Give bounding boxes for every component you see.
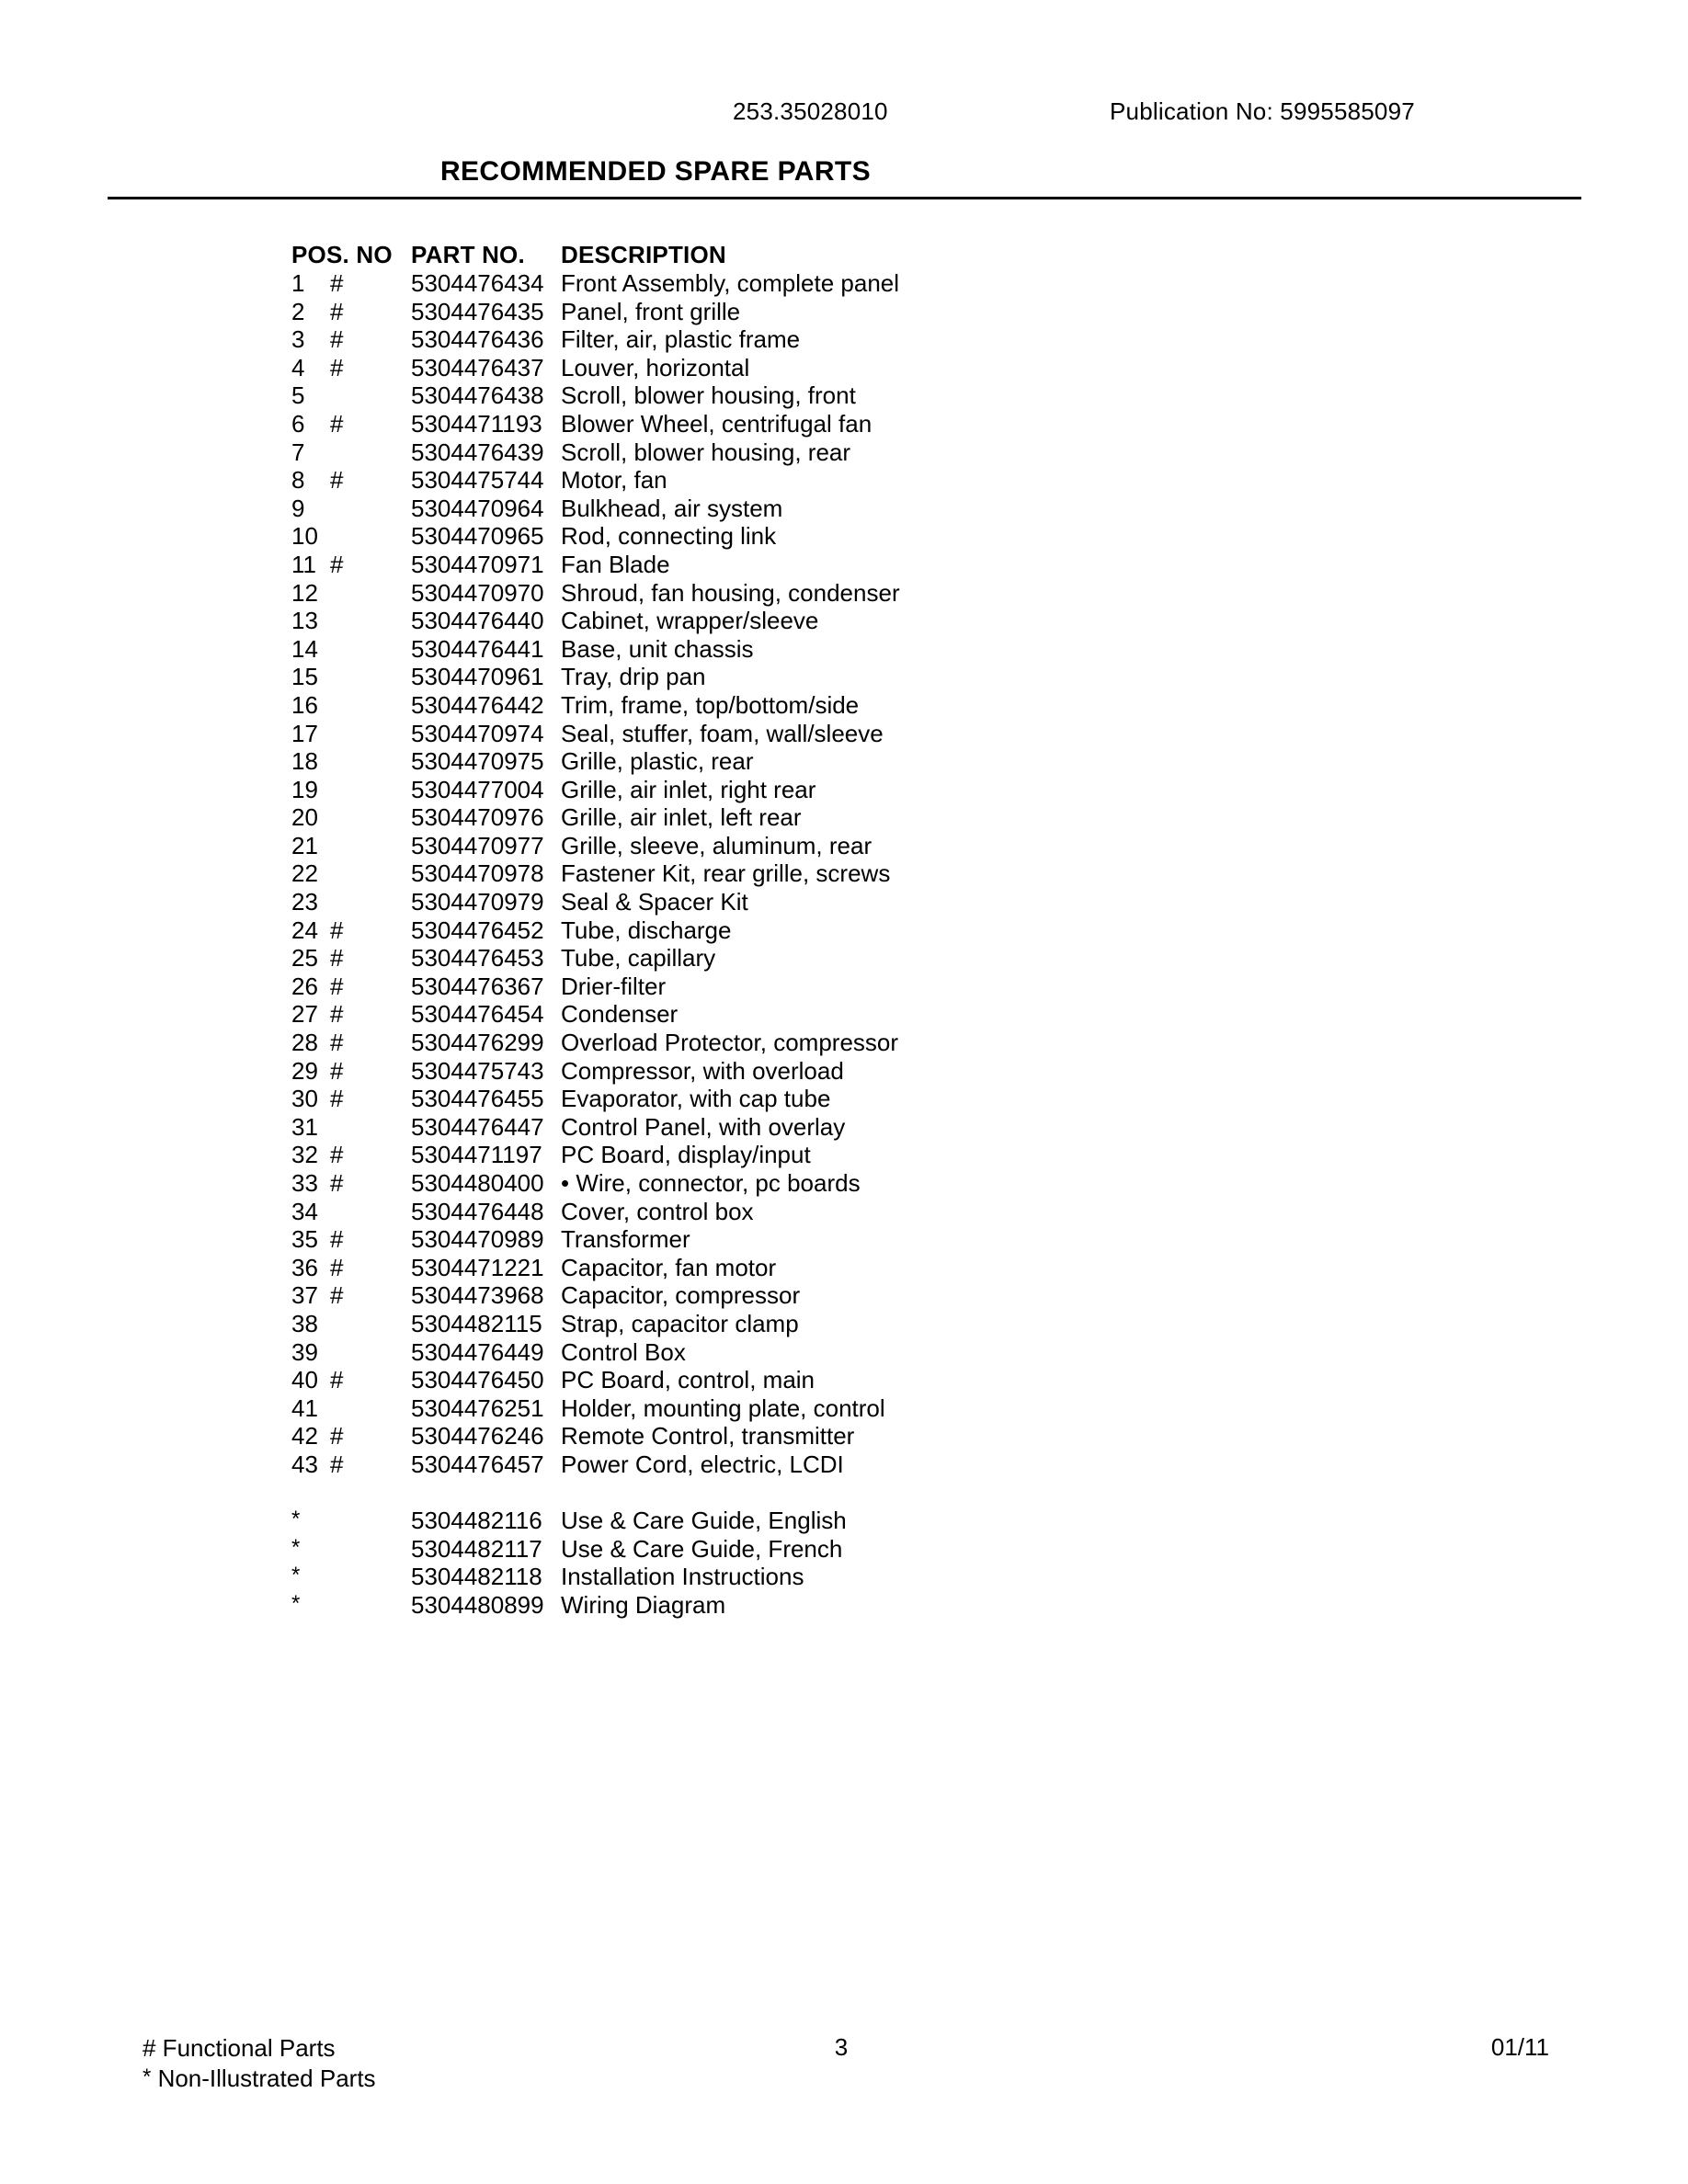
page-header — [108, 97, 1581, 134]
publication-number: Publication No: 5995585097 — [1110, 97, 1415, 125]
cell-position — [291, 269, 400, 298]
position-number: 20 — [291, 803, 318, 832]
cell-description: Front Assembly, complete panel — [561, 269, 900, 297]
legend-non-illustrated-text: Non-Illustrated Parts — [151, 2065, 376, 2092]
cell-part-number: 5304480400 — [411, 1169, 544, 1197]
position-number: 40 — [291, 1366, 318, 1394]
cell-position — [291, 522, 400, 551]
cell-description: Overload Protector, compressor — [561, 1029, 899, 1057]
cell-position — [291, 325, 400, 354]
table-row — [291, 635, 1395, 664]
cell-part-number: 5304476438 — [411, 381, 544, 410]
cell-part-number: 5304476448 — [411, 1197, 544, 1225]
cell-part-number: 5304476442 — [411, 690, 544, 719]
cell-description: Seal, stuffer, foam, wall/sleeve — [561, 719, 884, 747]
table-row — [291, 691, 1395, 720]
position-number: 31 — [291, 1112, 318, 1141]
position-number: 34 — [291, 1197, 318, 1225]
cell-description: Tray, drip pan — [561, 663, 706, 691]
page-number: 3 — [834, 2033, 849, 2061]
cell-part-number: 5304476455 — [411, 1085, 544, 1113]
position-number: 19 — [291, 775, 318, 803]
functional-part-marker: # — [330, 1450, 344, 1478]
cell-description: Fastener Kit, rear grille, screws — [561, 859, 891, 888]
table-row — [291, 803, 1395, 832]
cell-part-number: 5304475744 — [411, 466, 544, 495]
cell-description: Panel, front grille — [561, 297, 741, 325]
cell-part-number: 5304476447 — [411, 1112, 544, 1141]
cell-position — [291, 776, 400, 804]
table-row — [291, 973, 1395, 1001]
cell-description: Drier-filter — [561, 972, 667, 1000]
table-row — [291, 1085, 1395, 1113]
position-number: 2 — [291, 297, 305, 325]
cell-description: Bulkhead, air system — [561, 494, 783, 522]
cell-position — [291, 466, 400, 495]
cell-part-number: 5304476439 — [411, 438, 544, 466]
cell-description: Condenser — [561, 1000, 679, 1029]
non-illustrated-marker: * — [291, 1534, 301, 1560]
cell-part-number: 5304475743 — [411, 1056, 544, 1085]
cell-position — [291, 410, 400, 438]
position-number: 43 — [291, 1450, 318, 1478]
cell-description: Scroll, blower housing, front — [561, 381, 856, 410]
column-header-pos: POS. NO — [291, 241, 393, 268]
cell-part-number: 5304476450 — [411, 1366, 544, 1394]
cell-part-number: 5304476299 — [411, 1029, 544, 1057]
table-row — [291, 1029, 1395, 1057]
table-row — [291, 269, 1395, 298]
table-row — [291, 1422, 1395, 1450]
cell-position — [291, 1225, 400, 1254]
table-row — [291, 1450, 1395, 1479]
cell-description: PC Board, control, main — [561, 1366, 815, 1394]
position-number: 6 — [291, 409, 305, 438]
position-number: 22 — [291, 859, 318, 888]
cell-description: Strap, capacitor clamp — [561, 1309, 799, 1337]
functional-part-marker: # — [330, 916, 344, 944]
table-row — [291, 522, 1395, 551]
parts-table — [291, 241, 1395, 1620]
functional-part-marker: # — [330, 1085, 344, 1113]
cell-description: Tube, discharge — [561, 916, 732, 944]
functional-part-marker: # — [330, 1281, 344, 1310]
column-header-part: PART NO. — [411, 241, 525, 268]
cell-description: PC Board, display/input — [561, 1141, 811, 1169]
cell-description: Use & Care Guide, French — [561, 1534, 843, 1563]
cell-part-number: 5304471221 — [411, 1253, 544, 1281]
functional-part-marker: # — [330, 1029, 344, 1057]
position-number: 28 — [291, 1029, 318, 1057]
table-row — [291, 298, 1395, 326]
cell-part-number: 5304482118 — [411, 1563, 542, 1591]
table-row — [291, 663, 1395, 691]
cell-position — [291, 1141, 400, 1169]
cell-description: Shroud, fan housing, condenser — [561, 578, 900, 607]
cell-part-number: 5304476246 — [411, 1422, 544, 1450]
cell-position — [291, 1254, 400, 1282]
cell-position — [291, 381, 400, 410]
cell-position — [291, 691, 400, 720]
position-number: 15 — [291, 663, 318, 691]
cell-description: Use & Care Guide, English — [561, 1507, 847, 1535]
table-row — [291, 495, 1395, 523]
cell-description: Grille, air inlet, left rear — [561, 803, 802, 832]
cell-description: Grille, sleeve, aluminum, rear — [561, 831, 873, 859]
position-number: 14 — [291, 634, 318, 663]
cell-description: Wiring Diagram — [561, 1590, 726, 1619]
functional-part-marker: # — [330, 1169, 344, 1197]
position-number: 26 — [291, 972, 318, 1000]
functional-part-marker: # — [330, 297, 344, 325]
cell-part-number: 5304476441 — [411, 634, 544, 663]
table-row — [291, 1113, 1395, 1142]
functional-part-marker: # — [330, 550, 344, 578]
cell-part-number: 5304470971 — [411, 550, 544, 578]
position-number: 41 — [291, 1393, 318, 1422]
cell-position — [291, 1591, 400, 1621]
table-row — [291, 1366, 1395, 1394]
non-illustrated-marker: * — [291, 1563, 301, 1588]
position-number: 11 — [291, 550, 316, 578]
table-row — [291, 1563, 1395, 1591]
cell-part-number: 5304470961 — [411, 663, 544, 691]
cell-description: Trim, frame, top/bottom/side — [561, 690, 860, 719]
cell-description: Compressor, with overload — [561, 1056, 844, 1085]
position-number: 7 — [291, 438, 305, 466]
cell-position — [291, 1113, 400, 1142]
cell-part-number: 5304471193 — [411, 409, 542, 438]
position-number: 33 — [291, 1169, 318, 1197]
table-row — [291, 747, 1395, 776]
cell-description: Evaporator, with cap tube — [561, 1085, 831, 1113]
position-number: 32 — [291, 1141, 318, 1169]
table-row — [291, 720, 1395, 748]
non-illustrated-rows — [291, 1507, 1395, 1619]
cell-part-number: 5304476437 — [411, 353, 544, 381]
table-row — [291, 1281, 1395, 1310]
cell-part-number: 5304482115 — [411, 1309, 542, 1337]
position-number: 29 — [291, 1056, 318, 1085]
cell-description: Tube, capillary — [561, 944, 716, 973]
cell-position — [291, 1366, 400, 1394]
legend-functional: # Functional Parts — [143, 2034, 336, 2062]
parts-rows — [291, 269, 1395, 1479]
table-row — [291, 579, 1395, 608]
cell-description: Fan Blade — [561, 550, 670, 578]
functional-part-marker: # — [330, 1422, 344, 1450]
position-number: 38 — [291, 1309, 318, 1337]
cell-position — [291, 635, 400, 664]
table-row — [291, 466, 1395, 495]
functional-part-marker: # — [330, 1225, 344, 1254]
non-illustrated-marker: * — [291, 1507, 301, 1532]
page-footer — [143, 2033, 1549, 2116]
table-row — [291, 1057, 1395, 1086]
cell-position — [291, 579, 400, 608]
position-number: 39 — [291, 1337, 318, 1366]
table-row — [291, 1394, 1395, 1423]
cell-description: Power Cord, electric, LCDI — [561, 1450, 844, 1478]
position-number: 12 — [291, 578, 318, 607]
position-number: 5 — [291, 381, 305, 410]
table-row — [291, 1591, 1395, 1620]
cell-description: Capacitor, fan motor — [561, 1253, 777, 1281]
position-number: 23 — [291, 888, 318, 916]
cell-position — [291, 495, 400, 523]
position-number: 1 — [291, 269, 305, 297]
functional-part-marker: # — [330, 409, 344, 438]
cell-description: Filter, air, plastic frame — [561, 325, 801, 354]
cell-part-number: 5304476457 — [411, 1450, 544, 1478]
functional-part-marker: # — [330, 1141, 344, 1169]
cell-description: Grille, plastic, rear — [561, 747, 754, 776]
cell-position — [291, 1507, 400, 1537]
table-row — [291, 607, 1395, 635]
table-row — [291, 410, 1395, 438]
cell-position — [291, 438, 400, 467]
column-header-description: DESCRIPTION — [561, 241, 726, 268]
cell-part-number: 5304471197 — [411, 1141, 542, 1169]
cell-part-number: 5304476436 — [411, 325, 544, 354]
cell-description: Capacitor, compressor — [561, 1281, 801, 1310]
cell-position — [291, 1169, 400, 1198]
revision-date: 01/11 — [1490, 2033, 1549, 2061]
cell-part-number: 5304476367 — [411, 972, 544, 1000]
table-row — [291, 1198, 1395, 1226]
table-row — [291, 438, 1395, 467]
cell-position — [291, 551, 400, 579]
model-number: 253.35028010 — [733, 97, 888, 125]
functional-part-marker: # — [330, 1253, 344, 1281]
cell-part-number: 5304470979 — [411, 888, 544, 916]
cell-part-number: 5304470970 — [411, 578, 544, 607]
position-number: 24 — [291, 916, 318, 944]
position-number: 37 — [291, 1281, 318, 1310]
table-row — [291, 859, 1395, 888]
cell-description: Scroll, blower housing, rear — [561, 438, 851, 466]
section-spacer — [291, 1479, 1395, 1507]
functional-part-marker: # — [330, 972, 344, 1000]
table-row — [291, 1169, 1395, 1198]
cell-description: Cover, control box — [561, 1197, 754, 1225]
cell-part-number: 5304470977 — [411, 831, 544, 859]
cell-part-number: 5304470965 — [411, 522, 544, 551]
position-number: 21 — [291, 831, 318, 859]
cell-position — [291, 1029, 400, 1057]
cell-description: Seal & Spacer Kit — [561, 888, 748, 916]
cell-part-number: 5304470989 — [411, 1225, 544, 1254]
cell-part-number: 5304470974 — [411, 719, 544, 747]
cell-part-number: 5304473968 — [411, 1281, 544, 1310]
cell-position — [291, 607, 400, 635]
functional-part-marker: # — [330, 1366, 344, 1394]
cell-position — [291, 803, 400, 832]
cell-description: • Wire, connector, pc boards — [561, 1169, 861, 1197]
table-row — [291, 381, 1395, 410]
functional-part-marker: # — [330, 269, 344, 297]
position-number: 35 — [291, 1225, 318, 1254]
cell-position — [291, 663, 400, 691]
cell-position — [291, 354, 400, 382]
cell-description: Holder, mounting plate, control — [561, 1393, 885, 1422]
cell-position — [291, 973, 400, 1001]
cell-position — [291, 1085, 400, 1113]
table-row — [291, 1254, 1395, 1282]
position-number: 3 — [291, 325, 305, 354]
cell-position — [291, 1422, 400, 1450]
table-row — [291, 944, 1395, 973]
cell-description: Transformer — [561, 1225, 690, 1254]
cell-position — [291, 298, 400, 326]
position-number: 8 — [291, 466, 305, 495]
cell-position — [291, 859, 400, 888]
cell-part-number: 5304476454 — [411, 1000, 544, 1029]
cell-position — [291, 720, 400, 748]
cell-position — [291, 888, 400, 916]
table-row — [291, 1225, 1395, 1254]
position-number: 16 — [291, 690, 318, 719]
cell-part-number: 5304482117 — [411, 1534, 542, 1563]
cell-description: Control Box — [561, 1337, 686, 1366]
cell-description: Installation Instructions — [561, 1563, 804, 1591]
cell-part-number: 5304477004 — [411, 775, 544, 803]
table-row — [291, 325, 1395, 354]
cell-description: Remote Control, transmitter — [561, 1422, 855, 1450]
cell-description: Control Panel, with overlay — [561, 1112, 846, 1141]
cell-position — [291, 1563, 400, 1593]
table-row — [291, 354, 1395, 382]
cell-position — [291, 944, 400, 973]
cell-description: Cabinet, wrapper/sleeve — [561, 607, 819, 635]
cell-description: Base, unit chassis — [561, 634, 754, 663]
position-number: 9 — [291, 494, 305, 522]
position-number: 17 — [291, 719, 318, 747]
position-number: 30 — [291, 1085, 318, 1113]
position-number: 36 — [291, 1253, 318, 1281]
cell-position — [291, 832, 400, 860]
table-row — [291, 1000, 1395, 1029]
cell-position — [291, 1310, 400, 1338]
table-row — [291, 1535, 1395, 1564]
position-number: 42 — [291, 1422, 318, 1450]
cell-part-number: 5304470964 — [411, 494, 544, 522]
position-number: 4 — [291, 353, 305, 381]
position-number: 13 — [291, 607, 318, 635]
cell-part-number: 5304476452 — [411, 916, 544, 944]
cell-position — [291, 1394, 400, 1423]
cell-position — [291, 747, 400, 776]
functional-part-marker: # — [330, 353, 344, 381]
cell-part-number: 5304476434 — [411, 269, 544, 297]
table-row — [291, 888, 1395, 916]
table-row — [291, 1141, 1395, 1169]
cell-description: Louver, horizontal — [561, 353, 750, 381]
cell-position — [291, 1338, 400, 1367]
cell-part-number: 5304470978 — [411, 859, 544, 888]
cell-position — [291, 1281, 400, 1310]
header-divider — [108, 197, 1581, 199]
functional-part-marker: # — [330, 466, 344, 495]
non-illustrated-marker: * — [291, 1590, 301, 1616]
legend-star-icon: * — [143, 2065, 152, 2089]
table-row — [291, 1338, 1395, 1367]
table-row — [291, 776, 1395, 804]
cell-part-number: 5304476251 — [411, 1393, 544, 1422]
cell-position — [291, 1057, 400, 1086]
functional-part-marker: # — [330, 325, 344, 354]
cell-description: Motor, fan — [561, 466, 667, 495]
table-header-row — [291, 241, 1395, 269]
table-row — [291, 832, 1395, 860]
page-title: RECOMMENDED SPARE PARTS — [439, 156, 872, 187]
position-number: 27 — [291, 1000, 318, 1029]
functional-part-marker: # — [330, 944, 344, 973]
functional-part-marker: # — [330, 1056, 344, 1085]
cell-position — [291, 1450, 400, 1479]
cell-part-number: 5304476449 — [411, 1337, 544, 1366]
cell-position — [291, 1198, 400, 1226]
cell-description: Blower Wheel, centrifugal fan — [561, 409, 873, 438]
table-row — [291, 551, 1395, 579]
position-number: 18 — [291, 747, 318, 776]
cell-part-number: 5304476440 — [411, 607, 544, 635]
position-number: 25 — [291, 944, 318, 973]
legend-non-illustrated — [143, 2064, 376, 2095]
table-row — [291, 916, 1395, 945]
cell-description: Rod, connecting link — [561, 522, 777, 551]
cell-position — [291, 1000, 400, 1029]
cell-part-number: 5304476435 — [411, 297, 544, 325]
table-row — [291, 1310, 1395, 1338]
functional-part-marker: # — [330, 1000, 344, 1029]
table-row — [291, 1507, 1395, 1535]
cell-position — [291, 916, 400, 945]
cell-part-number: 5304476453 — [411, 944, 544, 973]
cell-part-number: 5304470975 — [411, 747, 544, 776]
cell-part-number: 5304482116 — [411, 1507, 542, 1535]
cell-part-number: 5304470976 — [411, 803, 544, 832]
cell-position — [291, 1535, 400, 1565]
position-number: 10 — [291, 522, 318, 551]
cell-part-number: 5304480899 — [411, 1590, 544, 1619]
cell-description: Grille, air inlet, right rear — [561, 775, 816, 803]
